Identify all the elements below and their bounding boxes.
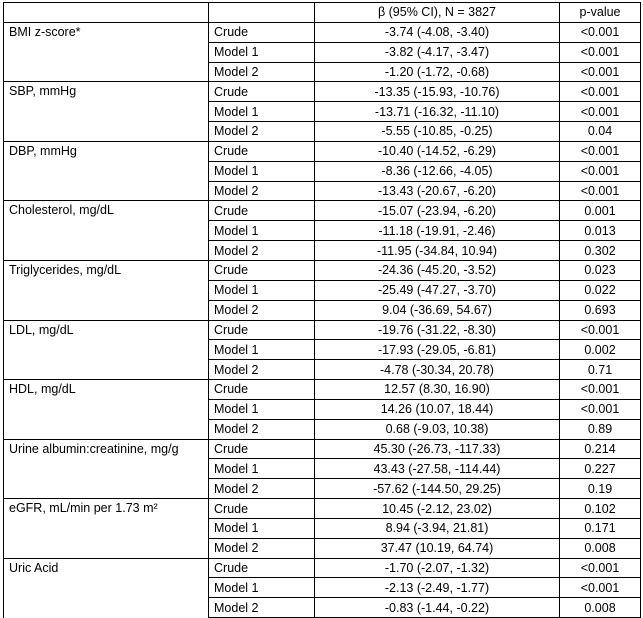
variable-cell-empty	[4, 62, 209, 82]
model-label: Model 2	[209, 241, 315, 261]
results-table	[3, 2, 641, 618]
p-value: 0.693	[560, 300, 641, 320]
table-row	[4, 280, 641, 300]
model-label: Crude	[209, 201, 315, 221]
variable-cell-empty	[4, 300, 209, 320]
table-row	[4, 558, 641, 578]
beta-ci-value: -8.36 (-12.66, -4.05)	[315, 161, 560, 181]
p-value: 0.04	[560, 122, 641, 142]
variable-label: HDL, mg/dL	[4, 380, 209, 400]
beta-ci-value: -10.40 (-14.52, -6.29)	[315, 141, 560, 161]
model-label: Crude	[209, 320, 315, 340]
model-label: Crude	[209, 82, 315, 102]
variable-cell-empty	[4, 479, 209, 499]
p-value: <0.001	[560, 22, 641, 42]
p-value: <0.001	[560, 42, 641, 62]
model-label: Crude	[209, 260, 315, 280]
table-row	[4, 578, 641, 598]
variable-label: LDL, mg/dL	[4, 320, 209, 340]
header-row	[4, 3, 641, 23]
p-value: <0.001	[560, 161, 641, 181]
table-row	[4, 161, 641, 181]
variable-label: SBP, mmHg	[4, 82, 209, 102]
table-row	[4, 399, 641, 419]
header-model	[209, 3, 315, 23]
p-value: 0.022	[560, 280, 641, 300]
table-row	[4, 102, 641, 122]
beta-ci-value: -11.95 (-34.84, 10.94)	[315, 241, 560, 261]
beta-ci-value: -57.62 (-144.50, 29.25)	[315, 479, 560, 499]
p-value: 0.008	[560, 538, 641, 558]
p-value: 0.002	[560, 340, 641, 360]
variable-label: DBP, mmHg	[4, 141, 209, 161]
p-value: 0.102	[560, 499, 641, 519]
variable-label: Triglycerides, mg/dL	[4, 260, 209, 280]
variable-label: eGFR, mL/min per 1.73 m²	[4, 499, 209, 519]
beta-ci-value: 12.57 (8.30, 16.90)	[315, 380, 560, 400]
model-label: Crude	[209, 22, 315, 42]
table-row	[4, 380, 641, 400]
table-row	[4, 141, 641, 161]
table-row	[4, 320, 641, 340]
table-row	[4, 260, 641, 280]
model-label: Model 2	[209, 479, 315, 499]
table-row	[4, 499, 641, 519]
model-label: Model 2	[209, 122, 315, 142]
model-label: Crude	[209, 141, 315, 161]
header-variable	[4, 3, 209, 23]
variable-cell-empty	[4, 181, 209, 201]
p-value: 0.171	[560, 518, 641, 538]
variable-cell-empty	[4, 241, 209, 261]
beta-ci-value: -24.36 (-45.20, -3.52)	[315, 260, 560, 280]
table-row	[4, 181, 641, 201]
header-beta: β (95% CI), N = 3827	[315, 3, 560, 23]
p-value: 0.71	[560, 360, 641, 380]
variable-cell-empty	[4, 598, 209, 618]
variable-cell-empty	[4, 538, 209, 558]
model-label: Model 1	[209, 42, 315, 62]
table-row	[4, 300, 641, 320]
p-value: <0.001	[560, 102, 641, 122]
beta-ci-value: 45.30 (-26.73, -117.33)	[315, 439, 560, 459]
table-row	[4, 439, 641, 459]
table-row	[4, 122, 641, 142]
p-value: <0.001	[560, 82, 641, 102]
model-label: Model 1	[209, 518, 315, 538]
model-label: Model 2	[209, 300, 315, 320]
model-label: Model 1	[209, 102, 315, 122]
model-label: Model 2	[209, 598, 315, 618]
beta-ci-value: 37.47 (10.19, 64.74)	[315, 538, 560, 558]
beta-ci-value: -13.71 (-16.32, -11.10)	[315, 102, 560, 122]
p-value: 0.214	[560, 439, 641, 459]
beta-ci-value: -5.55 (-10.85, -0.25)	[315, 122, 560, 142]
variable-cell-empty	[4, 161, 209, 181]
p-value: <0.001	[560, 181, 641, 201]
variable-cell-empty	[4, 42, 209, 62]
table-row	[4, 221, 641, 241]
beta-ci-value: -13.43 (-20.67, -6.20)	[315, 181, 560, 201]
p-value: <0.001	[560, 62, 641, 82]
variable-cell-empty	[4, 360, 209, 380]
table-row	[4, 538, 641, 558]
p-value: <0.001	[560, 320, 641, 340]
model-label: Crude	[209, 558, 315, 578]
variable-cell-empty	[4, 122, 209, 142]
model-label: Crude	[209, 380, 315, 400]
model-label: Model 1	[209, 459, 315, 479]
beta-ci-value: 14.26 (10.07, 18.44)	[315, 399, 560, 419]
beta-ci-value: -11.18 (-19.91, -2.46)	[315, 221, 560, 241]
model-label: Model 2	[209, 62, 315, 82]
beta-ci-value: -2.13 (-2.49, -1.77)	[315, 578, 560, 598]
table-row	[4, 241, 641, 261]
variable-cell-empty	[4, 102, 209, 122]
p-value: 0.008	[560, 598, 641, 618]
beta-ci-value: -1.20 (-1.72, -0.68)	[315, 62, 560, 82]
p-value: 0.302	[560, 241, 641, 261]
table-row	[4, 419, 641, 439]
model-label: Model 1	[209, 161, 315, 181]
table-row	[4, 42, 641, 62]
variable-cell-empty	[4, 518, 209, 538]
beta-ci-value: -1.70 (-2.07, -1.32)	[315, 558, 560, 578]
beta-ci-value: 43.43 (-27.58, -114.44)	[315, 459, 560, 479]
beta-ci-value: -19.76 (-31.22, -8.30)	[315, 320, 560, 340]
beta-ci-value: -0.83 (-1.44, -0.22)	[315, 598, 560, 618]
beta-ci-value: -15.07 (-23.94, -6.20)	[315, 201, 560, 221]
model-label: Model 2	[209, 181, 315, 201]
variable-cell-empty	[4, 578, 209, 598]
table-row	[4, 201, 641, 221]
variable-label: BMI z-score*	[4, 22, 209, 42]
variable-cell-empty	[4, 340, 209, 360]
table-row	[4, 459, 641, 479]
header-pvalue: p-value	[560, 3, 641, 23]
table-row	[4, 479, 641, 499]
p-value: 0.19	[560, 479, 641, 499]
p-value: 0.023	[560, 260, 641, 280]
p-value: 0.89	[560, 419, 641, 439]
p-value: <0.001	[560, 141, 641, 161]
beta-ci-value: -17.93 (-29.05, -6.81)	[315, 340, 560, 360]
beta-ci-value: -3.74 (-4.08, -3.40)	[315, 22, 560, 42]
variable-label: Urine albumin:creatinine, mg/g	[4, 439, 209, 459]
model-label: Model 2	[209, 538, 315, 558]
model-label: Crude	[209, 439, 315, 459]
variable-label: Uric Acid	[4, 558, 209, 578]
variable-cell-empty	[4, 399, 209, 419]
model-label: Model 2	[209, 360, 315, 380]
p-value: <0.001	[560, 578, 641, 598]
model-label: Model 1	[209, 399, 315, 419]
p-value: 0.227	[560, 459, 641, 479]
variable-cell-empty	[4, 221, 209, 241]
variable-cell-empty	[4, 280, 209, 300]
table-row	[4, 598, 641, 618]
model-label: Crude	[209, 499, 315, 519]
beta-ci-value: 8.94 (-3.94, 21.81)	[315, 518, 560, 538]
p-value: <0.001	[560, 399, 641, 419]
model-label: Model 2	[209, 419, 315, 439]
beta-ci-value: -3.82 (-4.17, -3.47)	[315, 42, 560, 62]
variable-label: Cholesterol, mg/dL	[4, 201, 209, 221]
variable-cell-empty	[4, 419, 209, 439]
model-label: Model 1	[209, 221, 315, 241]
table-row	[4, 360, 641, 380]
beta-ci-value: 10.45 (-2.12, 23.02)	[315, 499, 560, 519]
p-value: 0.001	[560, 201, 641, 221]
p-value: 0.013	[560, 221, 641, 241]
table-row	[4, 82, 641, 102]
model-label: Model 1	[209, 280, 315, 300]
beta-ci-value: 9.04 (-36.69, 54.67)	[315, 300, 560, 320]
p-value: <0.001	[560, 380, 641, 400]
beta-ci-value: -13.35 (-15.93, -10.76)	[315, 82, 560, 102]
beta-ci-value: -25.49 (-47.27, -3.70)	[315, 280, 560, 300]
model-label: Model 1	[209, 578, 315, 598]
table-row	[4, 62, 641, 82]
table-row	[4, 518, 641, 538]
beta-ci-value: 0.68 (-9.03, 10.38)	[315, 419, 560, 439]
variable-cell-empty	[4, 459, 209, 479]
table-row	[4, 22, 641, 42]
model-label: Model 1	[209, 340, 315, 360]
beta-ci-value: -4.78 (-30.34, 20.78)	[315, 360, 560, 380]
table-row	[4, 340, 641, 360]
p-value: <0.001	[560, 558, 641, 578]
